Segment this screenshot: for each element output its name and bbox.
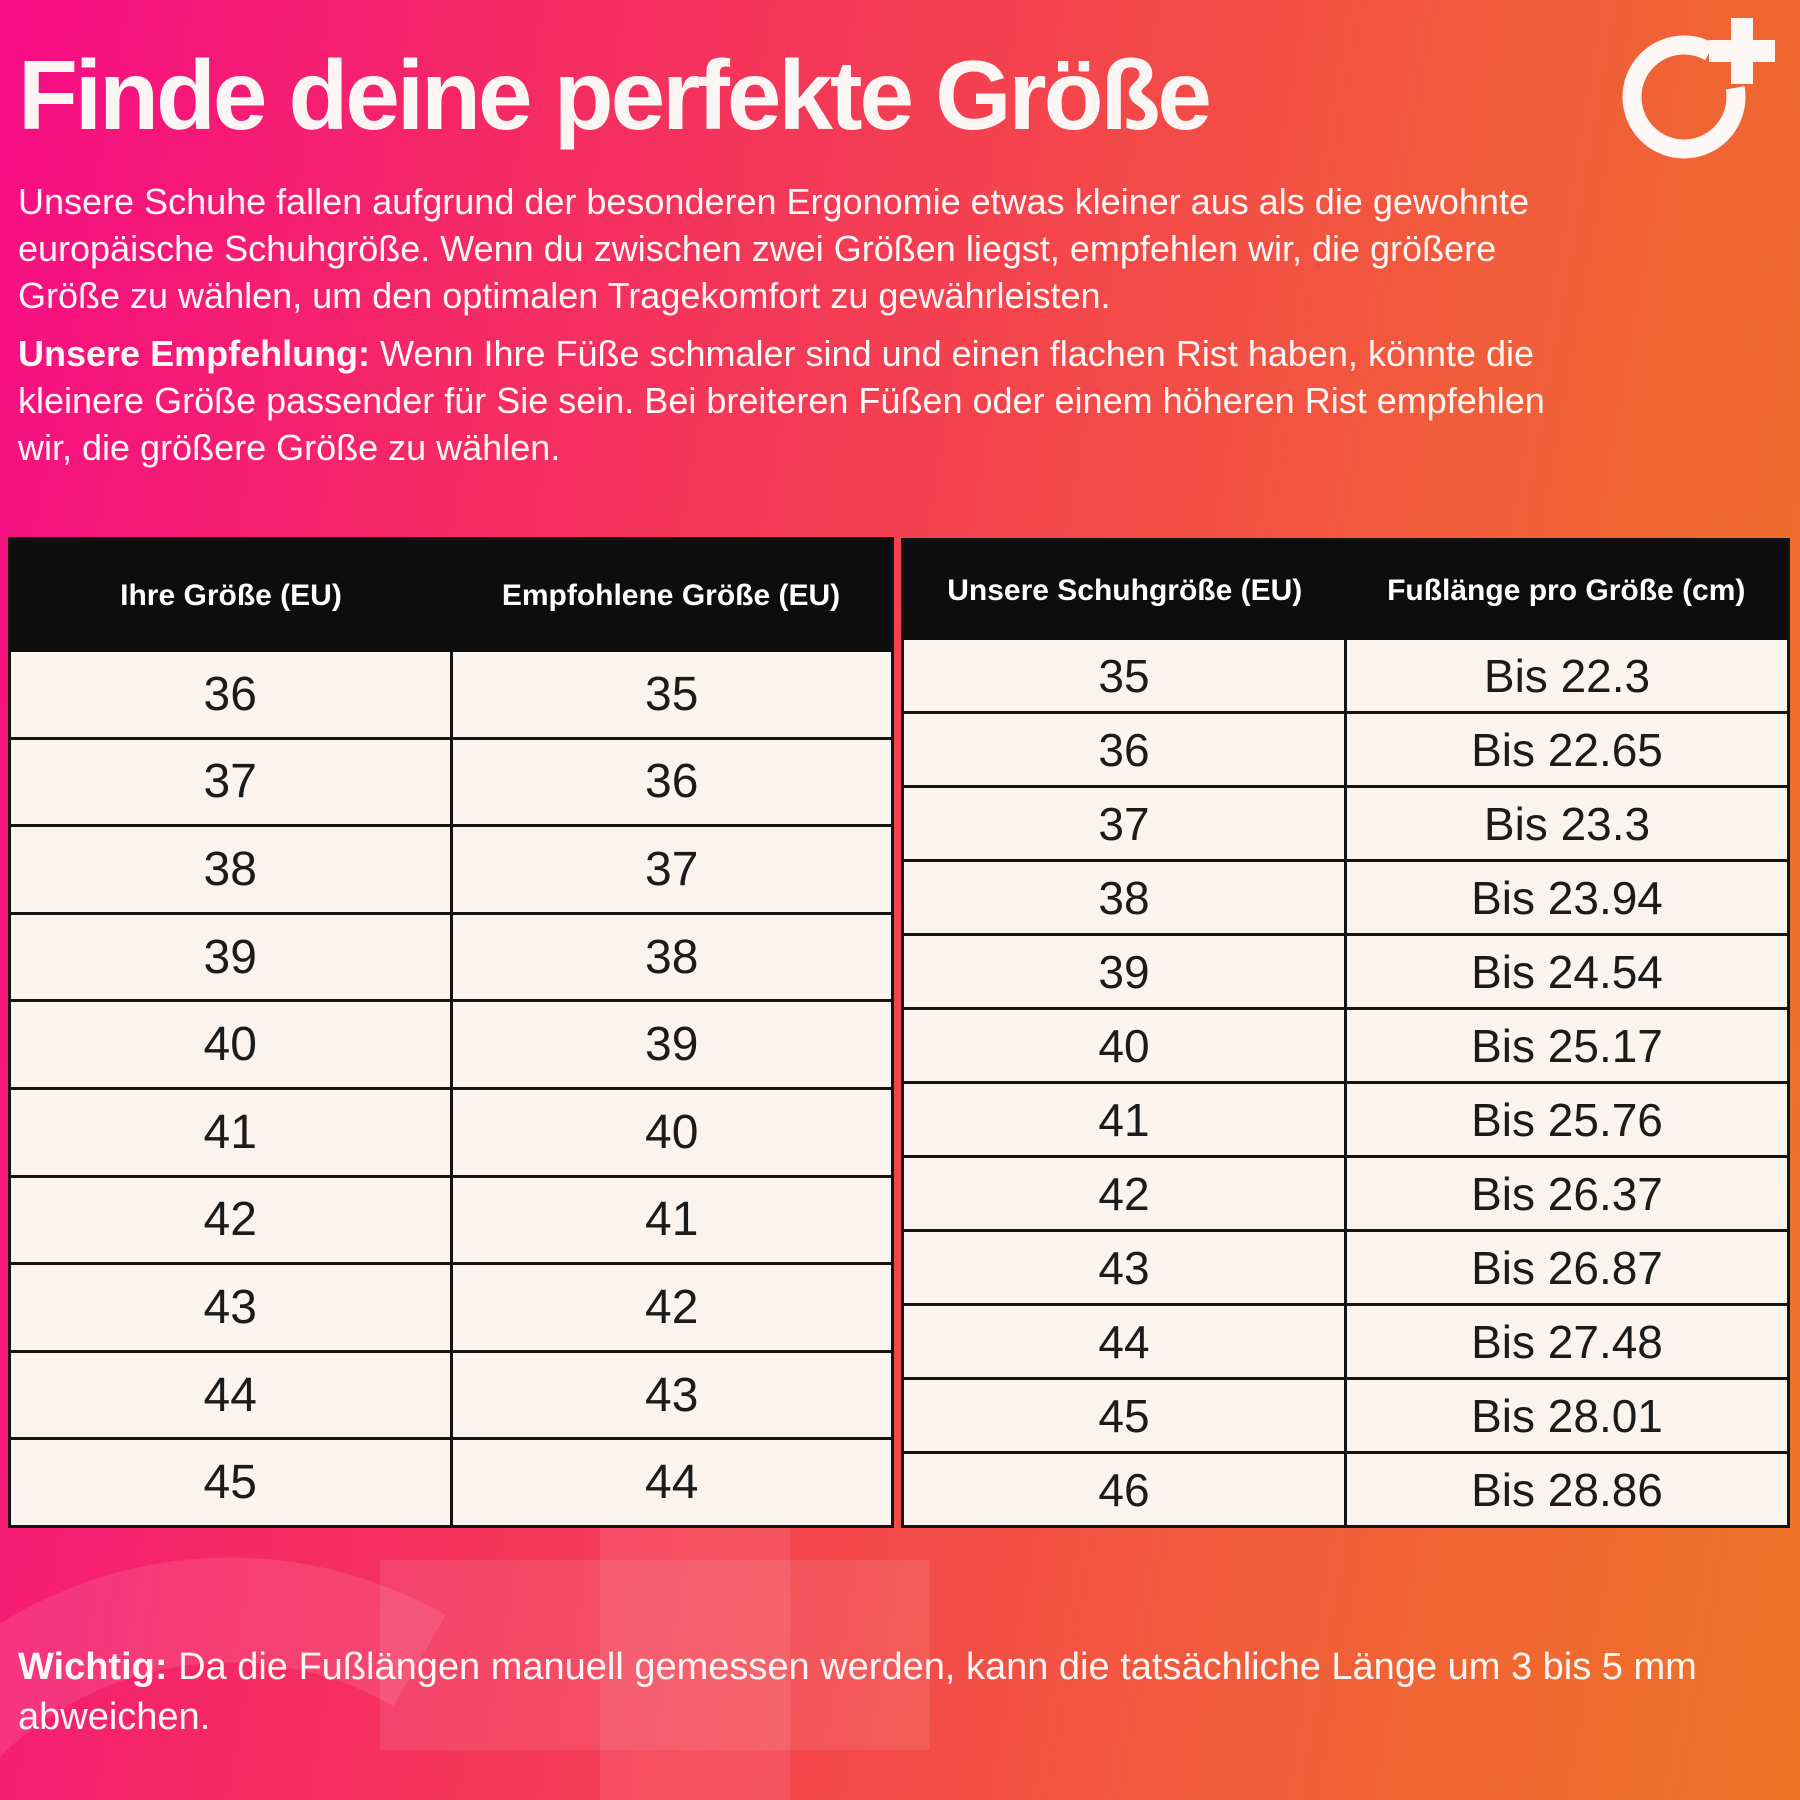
note-paragraph: [18, 1642, 1697, 1742]
intro-line: europäische Schuhgröße. Wenn du zwischen zwei Größen liegst, empfehlen wir, die größere: [18, 228, 1497, 269]
table-cell: 46: [1098, 1463, 1150, 1516]
note-line: abweichen.: [18, 1696, 211, 1738]
table-cell: 35: [450, 652, 892, 737]
column-header-foot-length: Fußlänge pro Größe (cm): [1387, 573, 1746, 607]
intro-paragraph: [18, 178, 1529, 319]
table-row: [904, 640, 1787, 711]
table-cell: Bis 28.01: [1344, 1380, 1787, 1451]
table-cell: 41: [203, 1105, 257, 1159]
table-cell: Bis 23.94: [1344, 862, 1787, 933]
note-label: Wichtig:: [18, 1646, 168, 1688]
table-cell: 37: [1098, 797, 1150, 850]
column-header-your-size: Ihre Größe (EU): [120, 579, 342, 612]
table-row: [904, 1229, 1787, 1303]
table-cell: 42: [450, 1265, 892, 1350]
table-row: [904, 1303, 1787, 1377]
foot-length-table: [901, 538, 1790, 1528]
table-cell: Bis 22.65: [1344, 714, 1787, 785]
table-cell: 45: [203, 1456, 257, 1510]
table-cell: 37: [450, 827, 892, 912]
table-cell: 36: [203, 667, 257, 721]
table-cell: 40: [203, 1018, 257, 1072]
table-row: [11, 1350, 891, 1438]
table-cell: 41: [450, 1178, 892, 1263]
table-cell: Bis 24.54: [1344, 936, 1787, 1007]
table-cell: 39: [450, 1002, 892, 1087]
table-row: [904, 1155, 1787, 1229]
table-cell: 43: [203, 1280, 257, 1334]
foot-length-table-body: [904, 640, 1787, 1525]
table-row: [11, 1262, 891, 1350]
intro-line: Größe zu wählen, um den optimalen Tragekomfort zu gewährleisten.: [18, 275, 1111, 316]
column-header-recommended-size: Empfohlene Größe (EU): [501, 579, 841, 612]
table-row: [11, 824, 891, 912]
table-cell: 39: [1098, 945, 1150, 998]
table-row: [904, 1081, 1787, 1155]
note-line: Wichtig: Da die Fußlängen manuell gemessen werden, kann die tatsächliche Länge um 3 bis 5 mm: [18, 1646, 1697, 1688]
table-row: [904, 859, 1787, 933]
table-cell: Bis 28.86: [1344, 1454, 1787, 1525]
table-row: [904, 933, 1787, 1007]
size-conversion-table: [8, 537, 894, 1528]
table-cell: 38: [1098, 871, 1150, 924]
column-header-our-shoe-size: Unsere Schuhgröße (EU): [947, 573, 1303, 607]
table-row: [11, 999, 891, 1087]
table-cell: 35: [1098, 649, 1150, 702]
table-cell: 42: [203, 1193, 257, 1247]
table-row: [11, 1437, 891, 1525]
page-title: Finde deine perfekte Größe: [18, 40, 1209, 150]
table-row: [11, 912, 891, 1000]
table-row: [904, 785, 1787, 859]
size-conversion-table-header: [11, 540, 891, 652]
recommendation-label: Unsere Empfehlung:: [18, 333, 371, 374]
table-cell: 38: [203, 842, 257, 896]
table-cell: 44: [450, 1440, 892, 1525]
table-row: [11, 1175, 891, 1263]
table-cell: 39: [203, 930, 257, 984]
table-cell: 41: [1098, 1093, 1150, 1146]
table-cell: 45: [1098, 1389, 1150, 1442]
foot-length-table-header: [904, 541, 1787, 640]
recommendation-line: Unsere Empfehlung: Wenn Ihre Füße schmaler sind und einen flachen Rist haben, könnte die: [18, 333, 1535, 374]
table-row: [11, 652, 891, 737]
table-cell: 40: [450, 1090, 892, 1175]
recommendation-line: kleinere Größe passender für Sie sein. Bei breiteren Füßen oder einem höheren Rist empfehlen: [18, 380, 1545, 421]
recommendation-paragraph: [18, 330, 1545, 471]
table-cell: 43: [1098, 1241, 1150, 1294]
table-cell: 36: [1098, 723, 1150, 776]
table-cell: Bis 22.3: [1344, 640, 1787, 711]
table-cell: 36: [450, 740, 892, 825]
table-row: [904, 1451, 1787, 1525]
table-row: [904, 711, 1787, 785]
intro-line: Unsere Schuhe fallen aufgrund der besonderen Ergonomie etwas kleiner aus als die gewohnte: [18, 181, 1529, 222]
table-cell: 43: [450, 1353, 892, 1438]
table-cell: 37: [203, 755, 257, 809]
table-cell: Bis 26.37: [1344, 1158, 1787, 1229]
table-row: [904, 1007, 1787, 1081]
table-cell: Bis 25.76: [1344, 1084, 1787, 1155]
table-cell: 44: [1098, 1315, 1150, 1368]
recommendation-line: wir, die größere Größe zu wählen.: [18, 427, 561, 468]
table-cell: Bis 27.48: [1344, 1306, 1787, 1377]
table-row: [11, 737, 891, 825]
table-row: [904, 1377, 1787, 1451]
table-row: [11, 1087, 891, 1175]
table-cell: 44: [203, 1368, 257, 1422]
brand-logo-circle-plus-icon: [1620, 10, 1790, 175]
size-conversion-table-body: [11, 652, 891, 1525]
table-cell: Bis 26.87: [1344, 1232, 1787, 1303]
table-cell: Bis 23.3: [1344, 788, 1787, 859]
table-cell: 42: [1098, 1167, 1150, 1220]
table-cell: 38: [450, 915, 892, 1000]
table-cell: Bis 25.17: [1344, 1010, 1787, 1081]
table-cell: 40: [1098, 1019, 1150, 1072]
